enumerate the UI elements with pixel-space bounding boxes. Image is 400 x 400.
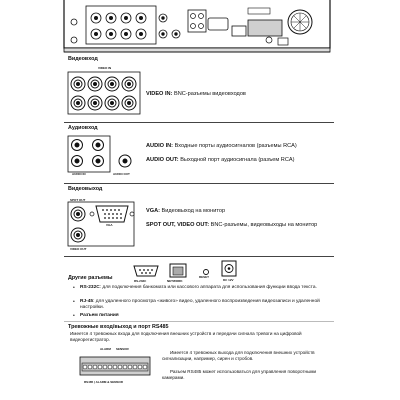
vga-desc-text: Видеовыход на монитор	[161, 208, 226, 214]
alarm-outputs-text: Имеется 4 тревожных выхода для подключения внешних устройств сигнализации, например, сирен и стробов.	[162, 350, 315, 361]
bnc-connector-icon	[88, 77, 102, 91]
bnc-connector-icon	[71, 77, 85, 91]
video-in-desc-text: BNC-разъемы видеовходов	[173, 91, 246, 97]
rca-connector-icon	[119, 155, 131, 167]
spot-out-conn-label: SPOT OUT	[70, 198, 86, 202]
rs232-desc-text: : для подключения банкомата или кассового аппарата для использования функции ввода текста.	[99, 285, 317, 290]
bullet-icon: •	[73, 313, 75, 319]
bnc-connector-icon	[88, 96, 102, 110]
reset-conn-label: RESET	[199, 275, 210, 279]
video-in-connector-drawing	[68, 70, 148, 120]
bnc-connector-icon	[122, 77, 136, 91]
rs232-desc-label: RS-232C	[80, 285, 100, 290]
bnc-connector-icon	[105, 77, 119, 91]
bnc-connector-icon	[122, 96, 136, 110]
alarm-conn-caption: RS485 | ALARM & SENSOR	[84, 380, 123, 384]
bnc-connector-icon	[71, 207, 85, 221]
bullet-icon: •	[73, 285, 75, 291]
power-description	[80, 313, 330, 319]
bullet-icon: •	[73, 299, 75, 305]
audio-in-conn-label: AUDIO IN	[72, 172, 86, 176]
spot-out-description	[146, 222, 317, 229]
rca-connector-icon	[72, 156, 83, 167]
power-desc-label: Разъем питания	[80, 313, 119, 318]
alarm-conn-label: ALARM	[100, 347, 111, 351]
network-port-icon	[170, 264, 186, 277]
network-conn-label: NETWORK	[167, 279, 183, 283]
divider	[64, 183, 334, 184]
alarm-heading: Тревожные вход/выход и порт RS485	[68, 324, 169, 330]
divider	[64, 256, 334, 257]
rj45-desc-text: : для удаленного просмотра «живого» видео, удаленного воспроизведения видеозаписи и удаленной настройки.	[80, 299, 320, 310]
vga-conn-label: VGA	[106, 223, 113, 227]
video-out-heading: Видеовыход	[68, 186, 103, 192]
audio-out-conn-label: AUDIO OUT	[113, 172, 130, 176]
other-connectors-drawing	[132, 260, 252, 284]
rear-panel-drawing	[0, 0, 400, 60]
video-out-conn-label: VIDEO OUT	[70, 247, 87, 251]
bnc-connector-icon	[71, 228, 85, 242]
video-in-description	[146, 91, 246, 98]
rs232-connector-icon	[134, 266, 158, 276]
divider	[64, 122, 334, 123]
rj45-desc-label: RJ-45	[80, 299, 94, 304]
audio-out-description	[146, 157, 294, 164]
divider	[64, 321, 334, 322]
rca-connector-icon	[93, 156, 104, 167]
spot-out-desc-text: BNC-разъемы, видеовыходы на монитор	[210, 222, 318, 228]
rca-connector-icon	[72, 140, 83, 151]
terminal-block-icon	[80, 357, 150, 375]
audio-in-desc-label: AUDIO IN:	[146, 143, 174, 149]
spot-out-desc-label: SPOT OUT, VIDEO OUT:	[146, 222, 210, 228]
bnc-connector-icon	[105, 96, 119, 110]
power-jack-icon	[222, 261, 236, 276]
audio-heading: Аудиовход	[68, 125, 98, 131]
video-in-desc-label: VIDEO IN:	[146, 91, 173, 97]
rj45-description	[80, 299, 330, 311]
video-in-conn-label: VIDEO IN	[98, 66, 112, 70]
audio-out-desc-text: Выходной порт аудиосигнала (разъем RCA)	[180, 157, 295, 163]
dc12v-conn-label: DC 12V	[223, 278, 234, 282]
vga-description	[146, 208, 225, 215]
reset-button-icon	[204, 270, 209, 275]
other-connectors-heading: Другие разъемы	[68, 275, 113, 281]
rs485-text: Разъем RS485 может использоваться для управления поворотными камерами.	[162, 369, 317, 380]
rs232-conn-label: RS-232C	[134, 279, 147, 283]
rs232-description	[80, 285, 330, 291]
audio-in-desc-text: Входные порты аудиосигналов (разъемы RCA)	[174, 143, 297, 149]
rca-connector-icon	[93, 140, 104, 151]
alarm-intro-text: Имеется 4 тревожных входа для подключения внешних устройств и передачи сигнала тревоги на цифровой видеорегистратор.	[70, 331, 302, 342]
audio-in-description	[146, 143, 297, 150]
bnc-connector-icon	[71, 96, 85, 110]
sensor-conn-label: SENSOR	[116, 347, 129, 351]
video-in-heading: Видеовход	[68, 56, 98, 62]
vga-desc-label: VGA:	[146, 208, 160, 214]
audio-out-desc-label: AUDIO OUT:	[146, 157, 179, 163]
